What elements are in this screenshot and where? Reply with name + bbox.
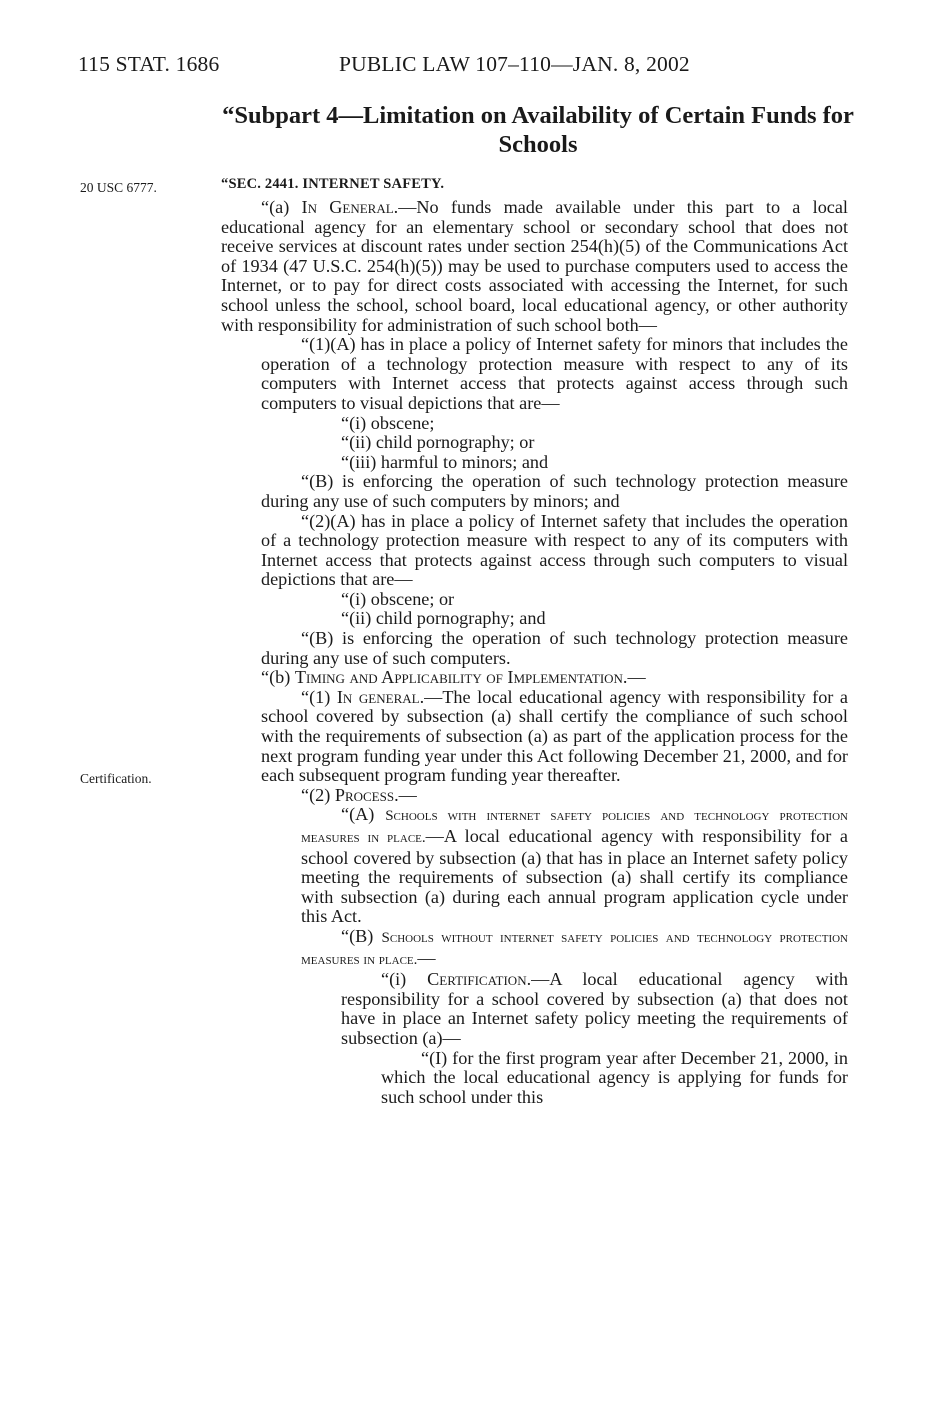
list-item: “(ii) child pornography; and bbox=[341, 608, 546, 629]
subparagraph-b2B-caption: Schools without internet safety policies and technology protection measures in place. bbox=[301, 929, 848, 968]
clause-b2Bi bbox=[341, 970, 848, 1048]
paragraph-b2-dash: — bbox=[398, 784, 417, 805]
paragraph-1B: “(B) is enforcing the operation of such technology protection measure during any use of such computers by minors; and bbox=[261, 471, 848, 511]
subparagraph-b2B-dash: — bbox=[417, 947, 436, 968]
subsection-a bbox=[221, 198, 848, 335]
paragraph-b1-label: “(1) bbox=[301, 686, 337, 707]
subsection-b-caption: Timing and Applicability of Implementation. bbox=[294, 667, 628, 688]
subsection-b-label: “(b) bbox=[261, 667, 295, 688]
list-item: “(iii) harmful to minors; and bbox=[341, 451, 549, 472]
running-head: PUBLIC LAW 107–110—JAN. 8, 2002 bbox=[339, 52, 690, 76]
subparagraph-b2A-caption: Schools with internet safety policies and technology protection measures in place. bbox=[301, 808, 848, 846]
section-heading: “SEC. 2441. INTERNET SAFETY. bbox=[221, 176, 445, 192]
clause-b2Bi-caption: Certification. bbox=[427, 969, 532, 990]
paragraph-b1 bbox=[261, 688, 848, 786]
paragraph-b2 bbox=[261, 786, 848, 806]
subsection-b bbox=[221, 668, 848, 688]
paragraph-b1-text: —The local educational agency with responsibility for a school covered by subsection (a) shall certify the compliance of such school with the requirements of subsection (a) as part of the application process for the next program funding year under this Act following December 21, 2000, and for each subsequent program funding year thereafter. bbox=[261, 686, 849, 786]
subparagraph-b2B-label: “(B) bbox=[341, 925, 382, 946]
subpart-title: “Subpart 4—Limitation on Availability of Certain Funds for Schools bbox=[222, 102, 854, 158]
subparagraph-b2A-label: “(A) bbox=[341, 804, 386, 825]
subclause-b2BiI: “(I) for the first program year after December 21, 2000, in which the local educational agency is applying for funds for such school under this bbox=[381, 1047, 848, 1107]
paragraph-b2-caption: Process. bbox=[334, 784, 399, 805]
subsection-a-label: “(a) bbox=[261, 197, 302, 217]
margin-note-certification: Certification. bbox=[80, 771, 152, 786]
paragraph-b2-label: “(2) bbox=[301, 784, 335, 805]
paragraph-2B: “(B) is enforcing the operation of such technology protection measure during any use of such computers. bbox=[261, 628, 848, 668]
paragraph-2A-list bbox=[341, 590, 848, 629]
paragraph-2A: “(2)(A) has in place a policy of Internet safety that includes the operation of a technology protection measure with respect to any of its computers with Internet access that protects against access through such computers to visual depictions that are— bbox=[261, 510, 848, 590]
list-item: “(i) obscene; or bbox=[341, 588, 455, 609]
subparagraph-b2B bbox=[301, 927, 848, 970]
list-item: “(i) obscene; bbox=[341, 412, 435, 433]
subsection-a-text: —No funds made available under this part to a local educational agency for an elementary school or secondary school that does not receive services at discount rates under section 254(h)(5) of the Communications Act of 1934 (47 U.S.C. 254(h)(5)) may be used to purchase computers used to access the Internet, or to pay for direct costs associated with accessing the Internet, for such school unless the school, school board, local educational agency, or other authority with responsibility for administration of such school both— bbox=[221, 197, 848, 335]
subsection-a-caption: In General. bbox=[301, 197, 399, 217]
subparagraph-b2A bbox=[301, 805, 848, 927]
paragraph-1A: “(1)(A) has in place a policy of Internet safety for minors that includes the operation of a technology protection measure with respect to any of its computers with Internet access that protects against access through such computers to visual depictions that are— bbox=[261, 334, 848, 413]
subsection-b-dash: — bbox=[627, 667, 646, 688]
subparagraph-b2A-text: —A local educational agency with responsibility for a school covered by subsection (a) that has in place an Internet safety policy meeting the requirements of subsection (a) shall certify its compliance with subsection (a) during each annual program application cycle under this Act. bbox=[301, 826, 848, 927]
paragraph-b1-caption: In general. bbox=[336, 686, 425, 707]
section-body bbox=[221, 198, 848, 1107]
paragraph-1A-list bbox=[341, 414, 848, 473]
margin-note-usc: 20 USC 6777. bbox=[80, 180, 157, 195]
page-identifier: 115 STAT. 1686 bbox=[78, 52, 220, 76]
clause-b2Bi-text: —A local educational agency with responsibility for a school covered by subsection (a) that does not have in place an Internet safety policy meeting the requirements of subsection (a)— bbox=[341, 969, 848, 1048]
clause-b2Bi-label: “(i) bbox=[381, 969, 428, 990]
list-item: “(ii) child pornography; or bbox=[341, 432, 535, 453]
